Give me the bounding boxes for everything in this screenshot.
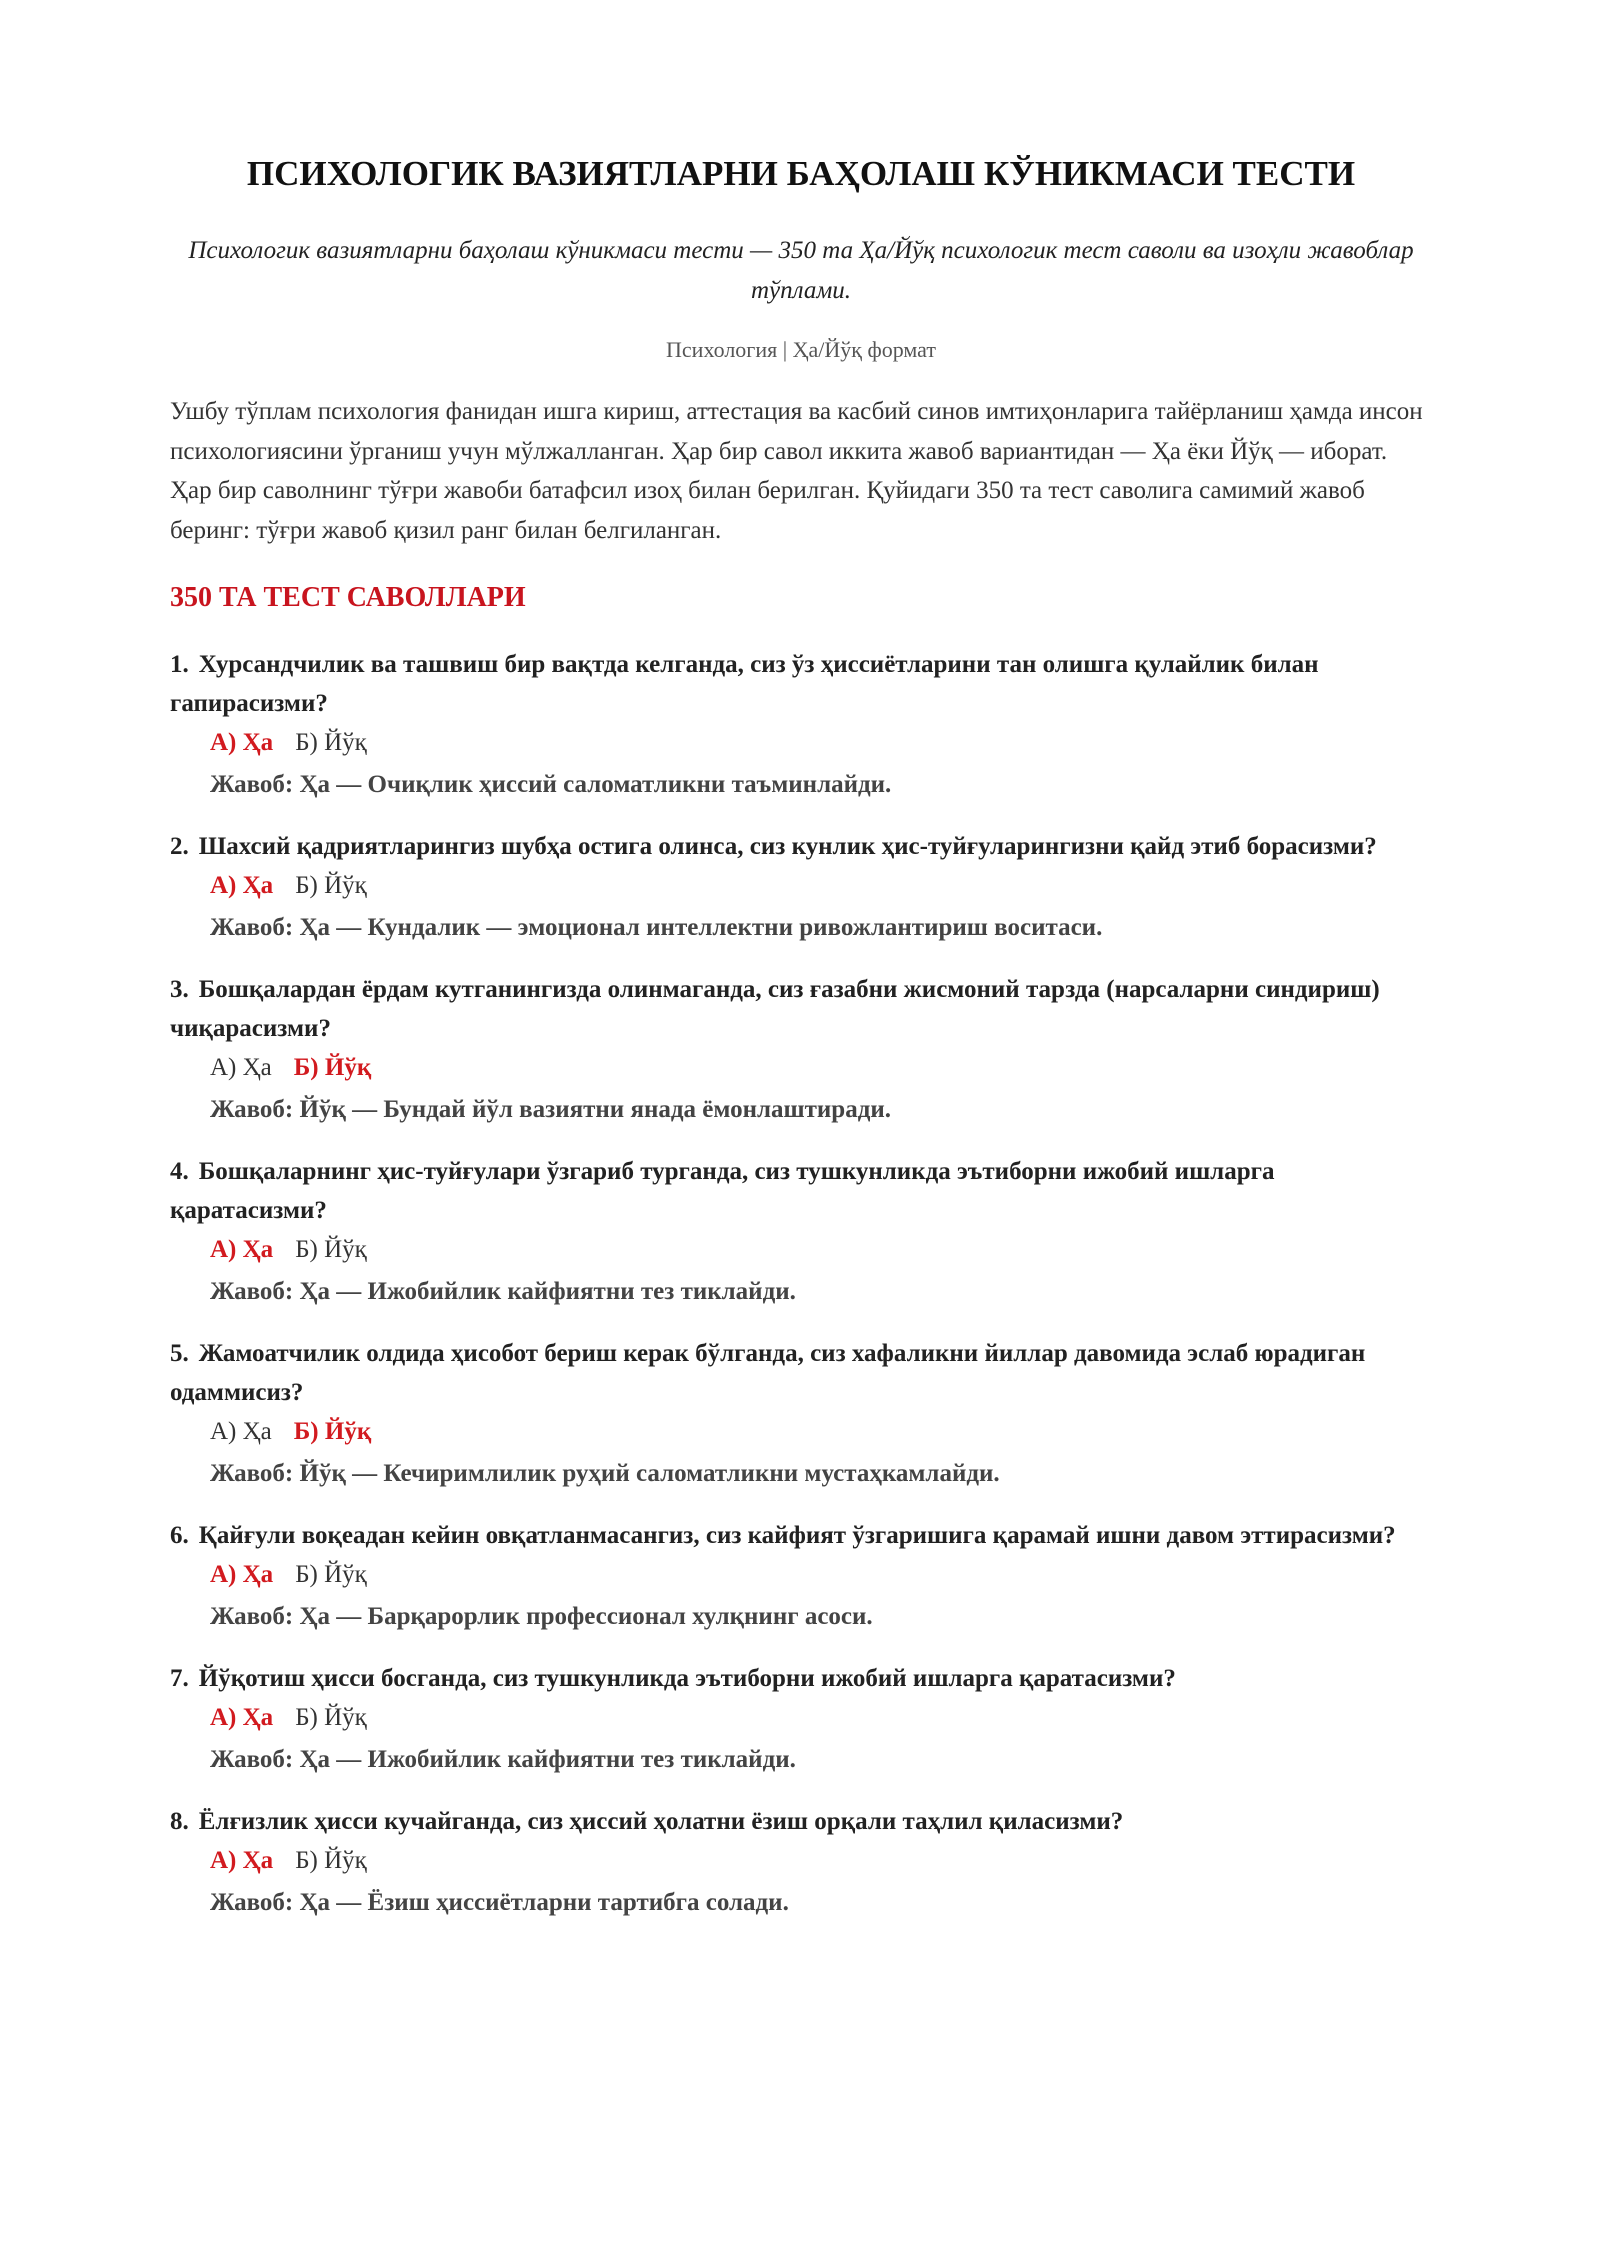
question-number: 1. <box>170 651 189 678</box>
document-page <box>170 148 1432 1945</box>
answer-explanation: Жавоб: Йўқ — Кечиримлилик руҳий саломатликни мустаҳкамлайди. <box>210 1460 1000 1487</box>
answer-options <box>170 866 1432 906</box>
option-no: Б) Йўқ <box>295 1236 367 1263</box>
document-subtitle: Психологик вазиятларни баҳолаш кўникмаси тести — 350 та Ҳа/Йўқ психологик тест саволи ва изоҳли жавоблар тўплами. <box>188 237 1414 304</box>
question-text <box>170 970 1432 1048</box>
answer-explanation: Жавоб: Ҳа — Кундалик — эмоционал интеллектни ривожлантириш воситаси. <box>210 914 1103 941</box>
option-yes-correct: А) Ҳа <box>210 1847 274 1874</box>
question-body: Ёлғизлик ҳисси кучайганда, сиз ҳиссий ҳолатни ёзиш орқали таҳлил қиласизми? <box>198 1808 1124 1835</box>
option-no-correct: Б) Йўқ <box>293 1054 372 1081</box>
option-no: Б) Йўқ <box>295 729 367 756</box>
option-no: Б) Йўқ <box>295 1704 367 1731</box>
answer-options <box>170 1412 1432 1452</box>
option-no: Б) Йўқ <box>295 1561 367 1588</box>
section-heading: 350 ТА ТЕСТ САВОЛЛАРИ <box>170 582 526 613</box>
option-no: Б) Йўқ <box>295 1847 367 1874</box>
option-yes-correct: А) Ҳа <box>210 872 274 899</box>
question-body: Қайғули воқеадан кейин овқатланмасангиз, сиз кайфият ўзгаришига қарамай ишни давом эттирасизми? <box>198 1522 1396 1549</box>
question-body: Бошқаларнинг ҳис-туйғулари ўзгариб турганда, сиз тушкунликда эътиборни ижобий ишларга қаратасизми? <box>170 1158 1275 1224</box>
option-no: Б) Йўқ <box>295 872 367 899</box>
answer-explanation: Жавоб: Ҳа — Ижобийлик кайфиятни тез тиклайди. <box>210 1278 796 1305</box>
answer-explanation: Жавоб: Ҳа — Барқарорлик профессионал хулқнинг асоси. <box>210 1603 873 1630</box>
option-yes-correct: А) Ҳа <box>210 1704 274 1731</box>
question-body: Хурсандчилик ва ташвиш бир вақтда келганда, сиз ўз ҳиссиётларини тан олишга қулайлик билан гапирасизми? <box>170 651 1319 717</box>
intro-paragraph: Ушбу тўплам психология фанидан ишга кириш, аттестация ва касбий синов имтиҳонларига тайёрланиш ҳамда инсон психологиясини ўрганиш учун мўлжалланган. Ҳар бир савол иккита жавоб вариантидан — Ҳа ёки Йўқ — иборат. Ҳар бир саволнинг тўғри жавоби батафсил изоҳ билан берилган. Қуйидаги 350 та тест саволига самимий жавоб беринг: тўғри жавоб қизил ранг билан белгиланган. <box>170 398 1423 544</box>
answer-explanation: Жавоб: Ҳа — Ёзиш ҳиссиётларни тартибга солади. <box>210 1889 789 1916</box>
question-item <box>170 1802 1432 1925</box>
question-text <box>170 1516 1432 1555</box>
option-yes-correct: А) Ҳа <box>210 729 274 756</box>
question-text <box>170 1152 1432 1230</box>
question-body: Жамоатчилик олдида ҳисобот бериш керак бўлганда, сиз хафаликни йиллар давомида эслаб юрадиган одаммисиз? <box>170 1340 1366 1406</box>
question-item <box>170 1516 1432 1639</box>
question-body: Шахсий қадриятларингиз шубҳа остига олинса, сиз кунлик ҳис-туйғуларингизни қайд этиб борасизми? <box>198 833 1377 860</box>
question-body: Йўқотиш ҳисси босганда, сиз тушкунликда эътиборни ижобий ишларга қаратасизми? <box>198 1665 1176 1692</box>
question-number: 2. <box>170 833 189 860</box>
question-number: 5. <box>170 1340 189 1367</box>
question-number: 8. <box>170 1808 189 1835</box>
question-item <box>170 1334 1432 1496</box>
question-number: 7. <box>170 1665 189 1692</box>
question-item <box>170 1659 1432 1782</box>
question-text <box>170 1659 1432 1698</box>
option-yes-correct: А) Ҳа <box>210 1236 274 1263</box>
answer-options <box>170 723 1432 763</box>
answer-explanation: Жавоб: Йўқ — Бундай йўл вазиятни янада ёмонлаштиради. <box>210 1096 892 1123</box>
answer-explanation: Жавоб: Ҳа — Ижобийлик кайфиятни тез тиклайди. <box>210 1746 796 1773</box>
answer-options <box>170 1698 1432 1738</box>
answer-options <box>170 1555 1432 1595</box>
option-yes: А) Ҳа <box>210 1054 272 1081</box>
question-number: 4. <box>170 1158 189 1185</box>
question-item <box>170 970 1432 1132</box>
option-yes: А) Ҳа <box>210 1418 272 1445</box>
answer-options <box>170 1048 1432 1088</box>
question-text <box>170 1334 1432 1412</box>
option-no-correct: Б) Йўқ <box>293 1418 372 1445</box>
question-number: 3. <box>170 976 189 1003</box>
answer-explanation: Жавоб: Ҳа — Очиқлик ҳиссий саломатликни таъминлайди. <box>210 771 892 798</box>
option-yes-correct: А) Ҳа <box>210 1561 274 1588</box>
document-meta: Психология | Ҳа/Йўқ формат <box>666 337 936 362</box>
question-item <box>170 645 1432 807</box>
question-body: Бошқалардан ёрдам кутганингизда олинмаганда, сиз ғазабни жисмоний тарзда (нарсаларни синдириш) чиқарасизми? <box>170 976 1380 1042</box>
question-text <box>170 1802 1432 1841</box>
question-number: 6. <box>170 1522 189 1549</box>
question-list <box>170 645 1432 1925</box>
question-text <box>170 645 1432 723</box>
answer-options <box>170 1841 1432 1881</box>
question-text <box>170 827 1432 866</box>
question-item <box>170 827 1432 950</box>
answer-options <box>170 1230 1432 1270</box>
document-title: ПСИХОЛОГИК ВАЗИЯТЛАРНИ БАҲОЛАШ КЎНИКМАСИ ТЕСТИ <box>246 154 1356 193</box>
question-item <box>170 1152 1432 1314</box>
